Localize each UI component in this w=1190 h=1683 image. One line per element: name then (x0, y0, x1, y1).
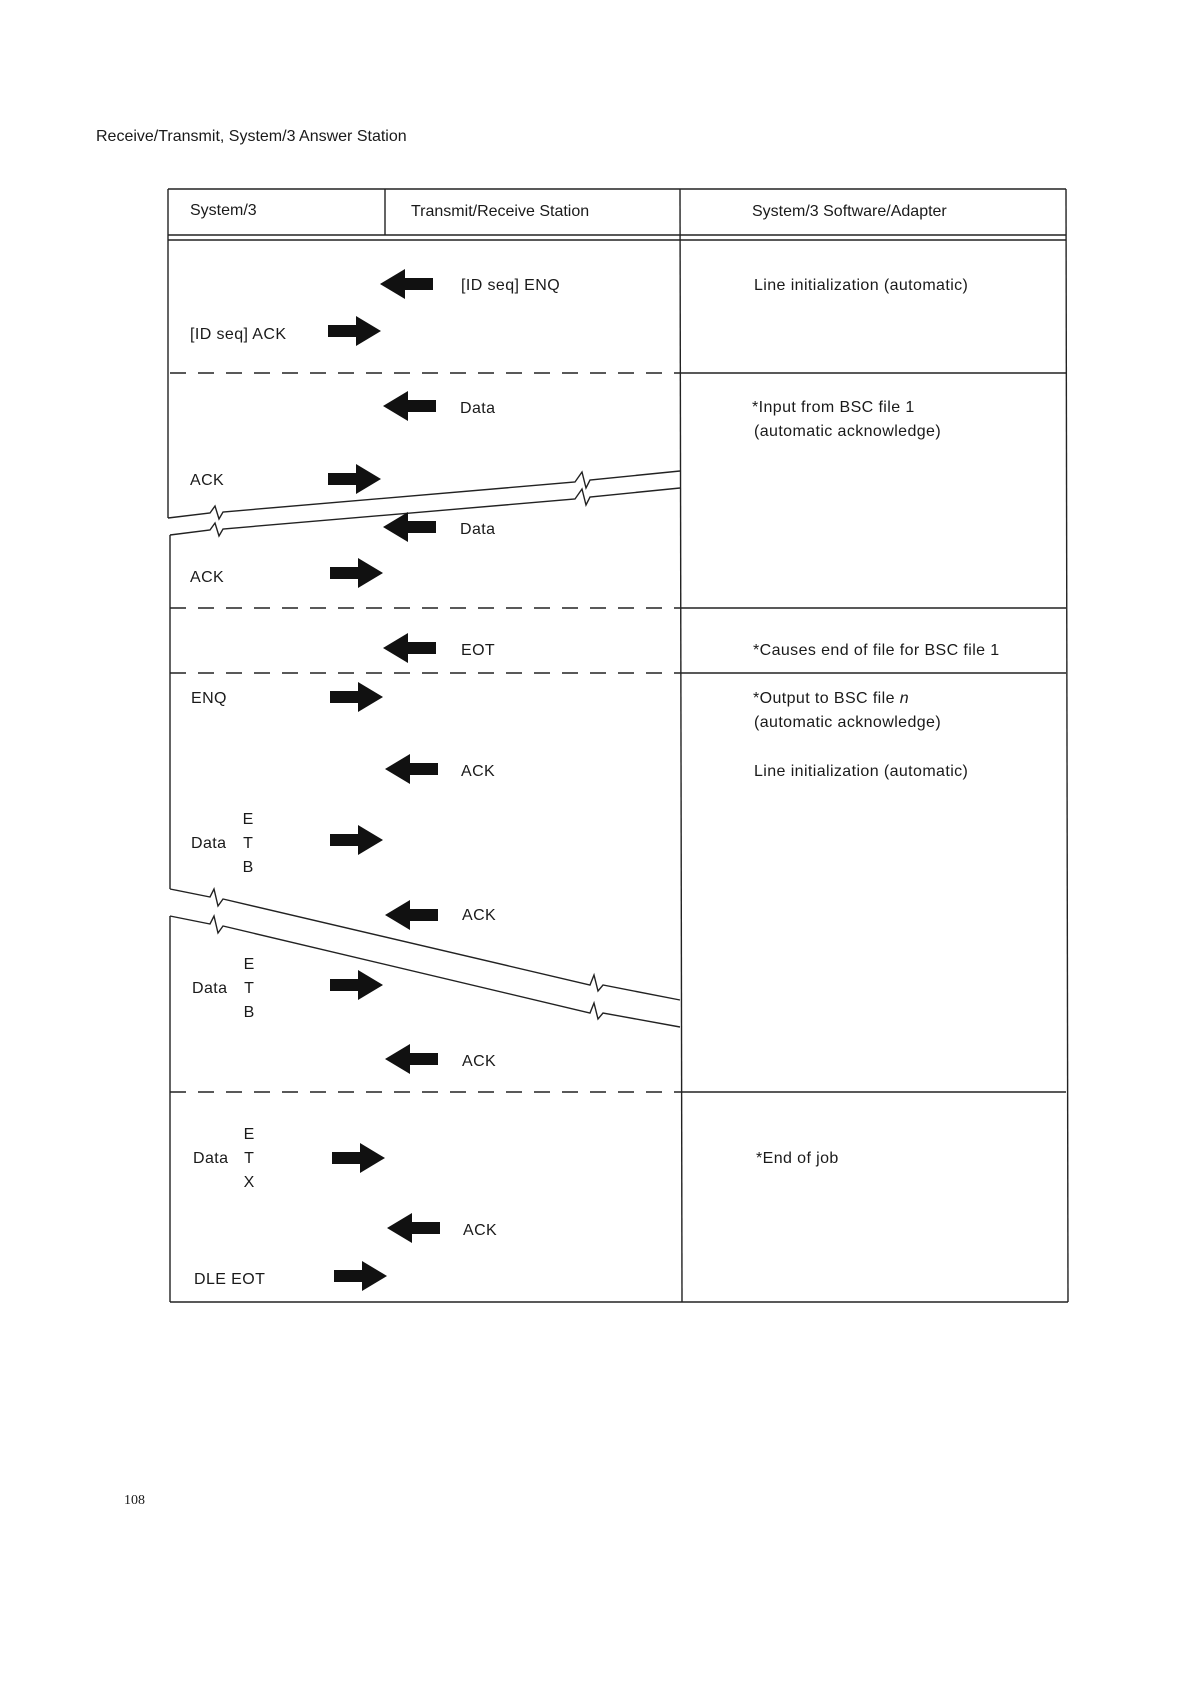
message-label: ACK (190, 569, 225, 586)
note-output-bsc-file: *Output to BSC file n (753, 690, 910, 707)
control-char: E (243, 956, 255, 973)
arrow-right-icon (330, 682, 383, 712)
message-label: ACK (462, 907, 497, 924)
control-char: E (242, 811, 254, 828)
message-label: ACK (461, 763, 496, 780)
arrow-left-icon (387, 1213, 440, 1243)
page-number: 108 (124, 1493, 145, 1508)
header-transmit-receive-station: Transmit/Receive Station (411, 203, 590, 220)
note-end-of-file: *Causes end of file for BSC file 1 (753, 642, 1000, 659)
arrow-left-icon (383, 391, 436, 421)
control-char-stack (240, 808, 256, 880)
message-label: Data (192, 980, 228, 997)
message-label: Data (193, 1150, 229, 1167)
arrow-right-icon (328, 316, 381, 346)
arrow-left-icon (385, 900, 438, 930)
control-char: T (244, 1150, 254, 1167)
arrow-right-icon (330, 970, 383, 1000)
arrow-left-icon (383, 512, 436, 542)
note-automatic-acknowledge: (automatic acknowledge) (754, 714, 942, 731)
arrow-left-icon (380, 269, 433, 299)
control-char: B (242, 859, 254, 876)
arrow-left-icon (385, 754, 438, 784)
header-system3: System/3 (190, 202, 257, 219)
message-label: Data (191, 835, 227, 852)
control-char-stack (241, 1123, 257, 1195)
control-char: T (244, 980, 254, 997)
control-char: B (243, 1004, 255, 1021)
arrow-left-icon (385, 1044, 438, 1074)
control-char: T (243, 835, 253, 852)
arrow-right-icon (334, 1261, 387, 1291)
note-line-initialization: Line initialization (automatic) (754, 763, 969, 780)
arrow-right-icon (328, 464, 381, 494)
message-label: Data (460, 521, 496, 538)
page-title: Receive/Transmit, System/3 Answer Station (96, 128, 407, 145)
arrow-right-icon (330, 825, 383, 855)
message-label: Data (460, 400, 496, 417)
note-line-initialization: Line initialization (automatic) (754, 277, 969, 294)
arrow-right-icon (332, 1143, 385, 1173)
arrow-right-icon (330, 558, 383, 588)
message-label: ACK (190, 472, 225, 489)
message-label: [ID seq] ACK (190, 326, 287, 343)
message-label: EOT (461, 642, 496, 659)
message-label: ACK (463, 1222, 498, 1239)
note-input-bsc-file: *Input from BSC file 1 (752, 399, 915, 416)
control-char-stack (241, 953, 257, 1025)
message-label: [ID seq] ENQ (461, 277, 561, 294)
control-char: X (243, 1174, 255, 1191)
message-label: ACK (462, 1053, 497, 1070)
header-software-adapter: System/3 Software/Adapter (752, 203, 947, 220)
message-label: DLE EOT (194, 1271, 266, 1288)
note-end-of-job: *End of job (756, 1150, 839, 1167)
note-automatic-acknowledge: (automatic acknowledge) (754, 423, 942, 440)
arrow-left-icon (383, 633, 436, 663)
message-label: ENQ (191, 690, 227, 707)
control-char: E (243, 1126, 255, 1143)
